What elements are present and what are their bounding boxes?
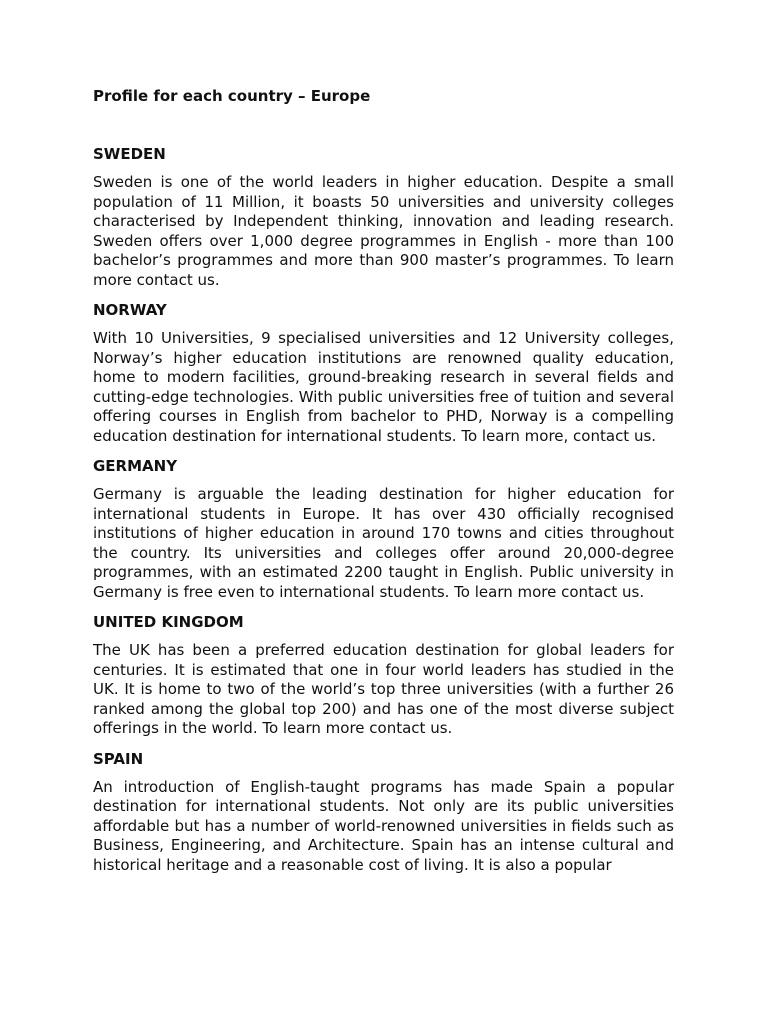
section-germany <box>93 456 674 602</box>
section-heading: SWEDEN <box>93 145 166 163</box>
section-paragraph: Germany is arguable the leading destination for higher education for international students in Europe. It has over 430 officially recognised institutions of higher education in around 170 towns and cities throughout the country. Its universities and colleges offer around 20,000-degree programmes, with an estimated 2200 taught in English. Public university in Germany is free even to international students. To learn more contact us. <box>93 485 674 601</box>
section-united-kingdom <box>93 612 674 739</box>
document-page <box>93 86 674 885</box>
section-paragraph: An introduction of English-taught programs has made Spain a popular destination for international students. Not only are its public universities affordable but has a number of world-renowned universities in fields such as Business, Engineering, and Architecture. Spain has an intense cultural and historical heritage and a reasonable cost of living. It is also a popular <box>93 777 674 874</box>
section-paragraph: Sweden is one of the world leaders in higher education. Despite a small population of 11 Million, it boasts 50 universities and university colleges characterised by Independent thinking, innovation and leading research. Sweden offers over 1,000 degree programmes in English - more than 100 bachelor’s programmes and more than 900 master’s programmes. To learn more contact us. <box>93 173 674 289</box>
section-heading: SPAIN <box>93 749 144 768</box>
section-norway <box>93 300 674 446</box>
section-paragraph: With 10 Universities, 9 specialised universities and 12 University colleges, Norway’s higher education institutions are renowned quality education, home to modern facilities, ground-breaking research in several fields and cutting-edge technologies. With public universities free of tuition and several offering courses in English from bachelor to PHD, Norway is a compelling education destination for international students. To learn more, contact us. <box>93 329 674 445</box>
section-sweden <box>93 144 674 290</box>
section-heading: GERMANY <box>93 457 178 475</box>
section-heading: UNITED KINGDOM <box>93 613 244 631</box>
section-spain <box>93 749 674 876</box>
document-title: Profile for each country – Europe <box>93 87 371 105</box>
section-paragraph: The UK has been a preferred education destination for global leaders for centuries. It is estimated that one in four world leaders has studied in the UK. It is home to two of the world’s top three universities (with a further 26 ranked among the global top 200) and has one of the most diverse subject offerings in the world. To learn more contact us. <box>93 641 674 737</box>
section-heading: NORWAY <box>93 301 167 319</box>
